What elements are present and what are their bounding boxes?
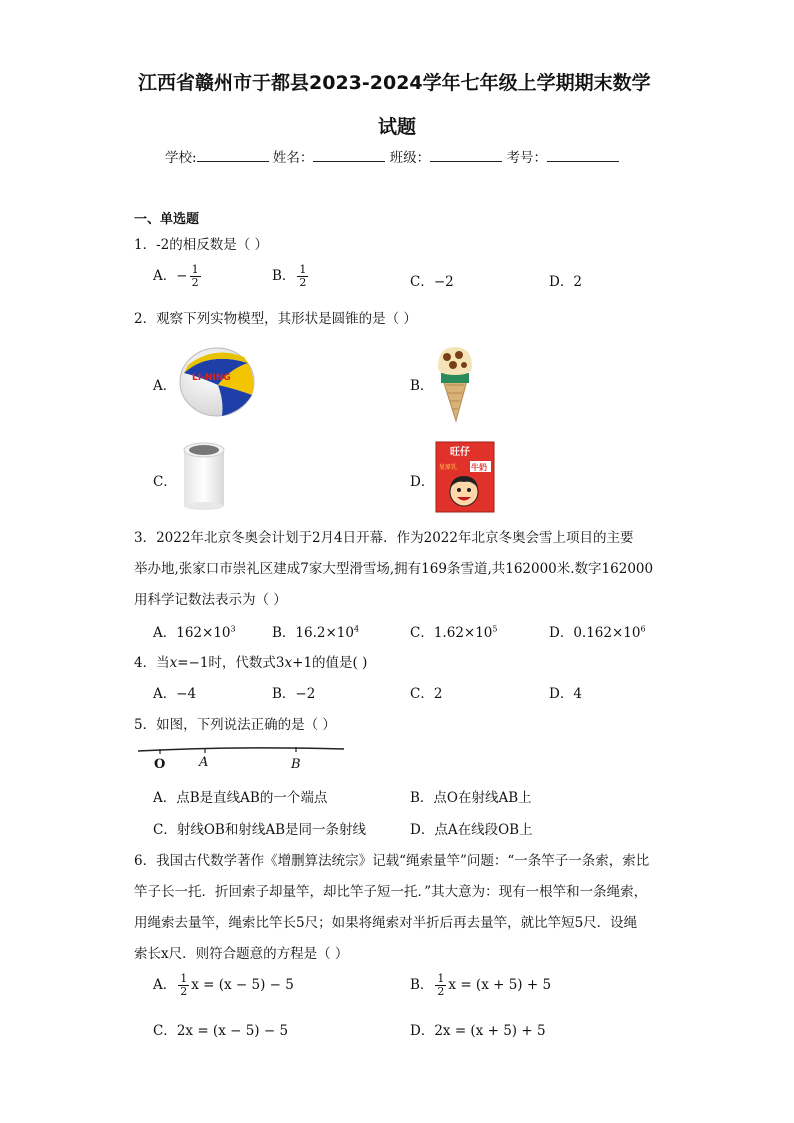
q6-line2: 竿子长一托．折回索子却量竿，却比竿子短一托．”其大意为：现有一根竿和一条绳索， (134, 884, 648, 900)
class-blank[interactable] (430, 149, 502, 162)
id-label: 考号： (506, 150, 547, 166)
q1-stem: 1．-2的相反数是（ ） (134, 237, 269, 253)
q2-option-b-label[interactable]: B． (410, 378, 434, 394)
school-blank[interactable] (197, 149, 269, 162)
q4-option-b[interactable]: B．−2 (272, 686, 316, 702)
q3-line3: 用科学记数法表示为（ ） (134, 592, 287, 608)
ray-line (138, 748, 344, 751)
q2-option-a-label[interactable]: A． (153, 378, 177, 394)
q6-line4: 索长x尺．则符合题意的方程是（ ） (134, 946, 349, 962)
q3-option-c[interactable]: C．$1.62\times 10^5$ (410, 624, 498, 641)
q6-option-b[interactable]: B． $\frac{1}{2}$ x = (x + 5) + 5 (410, 972, 552, 998)
ice-cream-cone-image[interactable] (434, 343, 476, 423)
q6-option-a[interactable]: A． $\frac{1}{2}$ x = (x − 5) − 5 (153, 972, 294, 998)
q4-stem: 4．当x=−1时，代数式3x+1的值是( ) (134, 655, 368, 671)
q3-line2: 举办地,张家口市崇礼区建成7家大型滑雪场,拥有169条雪道,共162000米.数字162000 (134, 561, 654, 577)
name-blank[interactable] (313, 149, 385, 162)
point-o-label: O (154, 757, 166, 772)
id-blank[interactable] (547, 149, 619, 162)
point-b-label: B (291, 757, 301, 772)
class-label: 班级： (389, 150, 431, 166)
q1-option-c[interactable]: C．−2 (410, 274, 454, 290)
point-a-label: A (199, 755, 209, 770)
fraction: $\frac{1}{2}$ (299, 263, 307, 289)
fraction: $\frac{1}{2}$ (191, 263, 199, 289)
name-label: 姓名： (272, 150, 314, 166)
q2-option-c-label[interactable]: C． (153, 474, 177, 490)
q5-option-c[interactable]: C．射线OB和射线AB是同一条射线 (153, 822, 366, 838)
q2-stem: 2．观察下列实物模型，其形状是圆锥的是（ ） (134, 311, 417, 327)
q3-line1: 3．2022年北京冬奥会计划于2月4日开幕．作为2022年北京冬奥会雪上项目的主要 (134, 530, 634, 546)
ray-figure (134, 742, 348, 772)
q4-option-d[interactable]: D．4 (549, 686, 582, 702)
q1-option-b[interactable]: B． $\frac{1}{2}$ (272, 263, 307, 289)
q5-option-d[interactable]: D．点A在线段OB上 (410, 822, 533, 838)
fraction: $\frac{1}{2}$ (180, 972, 188, 998)
volleyball-image[interactable] (178, 345, 256, 417)
q4-option-a[interactable]: A．−4 (153, 686, 197, 702)
page-title-line2: 试题 (378, 116, 417, 138)
box-brand-text: 旺仔 (450, 447, 470, 458)
q5-stem: 5．如图，下列说法正确的是（ ） (134, 717, 336, 733)
q6-line3: 用绳索去量竿，绳索比竿长5尺；如果将绳索对半折后再去量竿，就比竿短5尺．设绳 (134, 915, 638, 931)
info-line (165, 146, 619, 166)
page-title: 江西省赣州市于都县2023-2024学年七年级上学期期末数学 (138, 72, 651, 94)
q6-option-d[interactable]: D．2x = (x + 5) + 5 (410, 1023, 546, 1039)
section-heading: 一、单选题 (134, 212, 200, 227)
milk-box-image[interactable] (434, 440, 496, 514)
school-label: 学校: (165, 150, 197, 166)
q3-option-b[interactable]: B．$16.2\times 10^4$ (272, 624, 360, 641)
q6-line1: 6．我国古代数学著作《增删算法统宗》记载“绳索量竿”问题：“一条竿子一条索，索比 (134, 853, 650, 869)
q2-option-d-label[interactable]: D． (410, 474, 435, 490)
q5-option-b[interactable]: B．点O在射线AB上 (410, 790, 532, 806)
q1-option-d[interactable]: D．2 (549, 274, 582, 290)
cylinder-cup-image[interactable] (180, 440, 228, 512)
ball-brand-text: LI-NING (192, 373, 231, 383)
box-sub-text: 复原乳 (439, 464, 458, 471)
q3-option-a[interactable]: A．$162\times 10^3$ (153, 624, 236, 641)
q1-option-a[interactable]: A．− $\frac{1}{2}$ (153, 263, 199, 289)
q5-option-a[interactable]: A．点B是直线AB的一个端点 (153, 790, 328, 806)
fraction: $\frac{1}{2}$ (437, 972, 445, 998)
box-milk-text: 牛奶 (471, 463, 487, 472)
q4-option-c[interactable]: C．2 (410, 686, 443, 702)
q6-option-c[interactable]: C．2x = (x − 5) − 5 (153, 1023, 289, 1039)
q3-option-d[interactable]: D．$0.162\times 10^6$ (549, 624, 646, 641)
